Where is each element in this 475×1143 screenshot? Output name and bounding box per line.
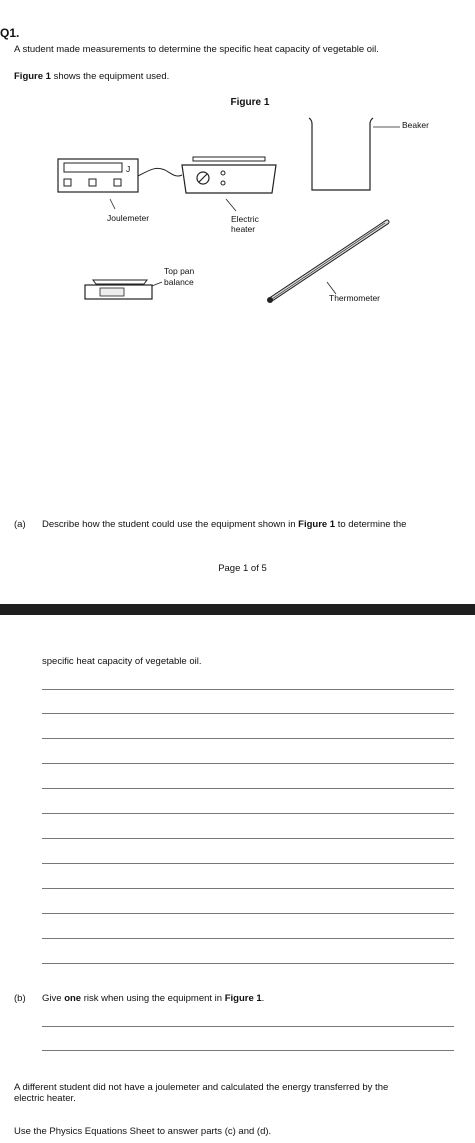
part-a-question <box>42 519 406 530</box>
beaker-icon <box>309 118 400 190</box>
answer-line[interactable] <box>42 963 454 964</box>
part-b-text-start: Give <box>42 993 65 1004</box>
thermometer-label: Thermometer <box>329 293 381 303</box>
balance-label-line2: balance <box>164 277 194 287</box>
answer-line[interactable] <box>42 913 454 914</box>
wire-icon <box>138 168 182 176</box>
figure-title: Figure 1 <box>230 97 270 108</box>
part-a-marker: (a) <box>14 519 26 530</box>
part-a-text-end: to determine the <box>335 519 407 530</box>
answer-line[interactable] <box>42 713 454 714</box>
question-number: Q1. <box>0 26 20 40</box>
answer-line[interactable] <box>42 763 454 764</box>
figure-ref-text: shows the equipment used. <box>50 71 170 82</box>
heater-label-line1: Electric <box>231 214 259 224</box>
answer-line[interactable] <box>42 813 454 814</box>
equipment-figure <box>0 0 475 320</box>
answer-line[interactable] <box>42 938 454 939</box>
page-number: Page 1 of 5 <box>218 563 267 574</box>
part-b-text-end: risk when using the equipment in <box>81 993 225 1004</box>
part-b-question <box>42 993 264 1004</box>
answer-line[interactable] <box>42 838 454 839</box>
part-b-text-bold2: Figure 1 <box>224 993 262 1004</box>
joulemeter-unit-label: J <box>126 164 131 174</box>
answer-line[interactable] <box>42 863 454 864</box>
joulemeter-label: Joulemeter <box>107 213 150 223</box>
answer-line[interactable] <box>42 1026 454 1027</box>
balance-label-line1: Top pan <box>164 266 195 276</box>
answer-line[interactable] <box>42 788 454 789</box>
answer-line[interactable] <box>42 888 454 889</box>
top-pan-balance-icon <box>85 280 162 299</box>
answer-line[interactable] <box>42 1050 454 1051</box>
part-b-text-tail: . <box>261 993 265 1004</box>
answer-line[interactable] <box>42 689 454 690</box>
heater-label-line2: heater <box>231 224 256 234</box>
beaker-label: Beaker <box>402 120 429 130</box>
paragraph-line1: A different student did not have a joulemeter and calculated the energy transferred by the <box>14 1082 389 1093</box>
part-a-text-start: Describe how the student could use the equipment shown in <box>42 519 299 530</box>
figure-ref-bold: Figure 1 <box>14 71 51 82</box>
part-b-marker: (b) <box>14 993 26 1004</box>
thermometer-icon <box>267 222 387 303</box>
answer-line[interactable] <box>42 738 454 739</box>
paragraph-line2: electric heater. <box>14 1093 76 1104</box>
part-b-text-bold: one <box>64 993 82 1004</box>
equations-sheet-instruction: Use the Physics Equations Sheet to answer parts (c) and (d). <box>14 1126 272 1137</box>
part-a-text-bold: Figure 1 <box>298 519 336 530</box>
page-break <box>0 604 475 615</box>
electric-heater-icon <box>182 157 276 193</box>
question-intro: A student made measurements to determine the specific heat capacity of vegetable oil. <box>14 44 379 55</box>
part-a-continued: specific heat capacity of vegetable oil. <box>42 656 202 667</box>
